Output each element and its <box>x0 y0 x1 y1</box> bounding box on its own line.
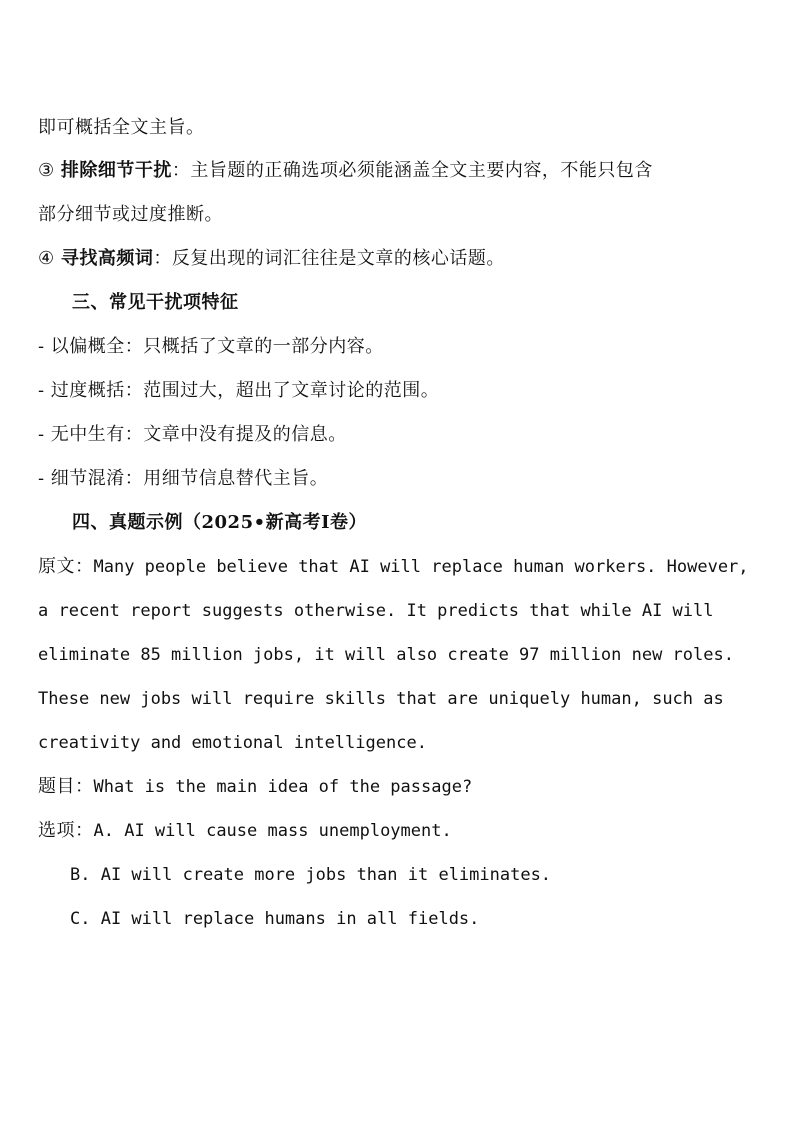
list-item-high-frequency-words <box>38 247 505 271</box>
circled-number-3: ③ <box>38 160 55 181</box>
item-description: ：反复出现的词汇往往是文章的核心话题。 <box>153 248 505 269</box>
options-label: 选项： <box>38 820 94 841</box>
distractor-item <box>38 335 384 359</box>
item-description: ：主旨题的正确选项必须能涵盖全文主要内容，不能只包含 <box>171 160 653 181</box>
passage-line <box>38 731 427 755</box>
option-line <box>70 863 551 887</box>
passage-text: creativity and emotional intelligence. <box>38 733 427 753</box>
passage-text: a recent report suggests otherwise. It predicts that while AI will <box>38 601 714 621</box>
distractor-item <box>38 379 439 403</box>
text: - 无中生有：文章中没有提及的信息。 <box>38 424 347 445</box>
distractor-item <box>38 467 328 491</box>
paragraph-line <box>38 116 205 140</box>
passage-line <box>38 643 734 667</box>
option-line <box>70 907 479 931</box>
question-line <box>38 775 472 799</box>
passage-line <box>38 555 749 579</box>
text: 部分细节或过度推断。 <box>38 204 223 225</box>
heading-text: 三、常见干扰项特征 <box>72 292 239 313</box>
circled-number-4: ④ <box>38 248 55 269</box>
passage-text: eliminate 85 million jobs, it will also create 97 million new roles. <box>38 645 734 665</box>
passage-label: 原文： <box>38 556 94 577</box>
text: - 以偏概全：只概括了文章的一部分内容。 <box>38 336 384 357</box>
paragraph-line <box>38 203 223 227</box>
text: 即可概括全文主旨。 <box>38 117 205 138</box>
distractor-item <box>38 423 347 447</box>
passage-text: These new jobs will require skills that are uniquely human, such as <box>38 689 724 709</box>
option-c: C. AI will replace humans in all fields. <box>70 909 480 929</box>
text: - 过度概括：范围过大，超出了文章讨论的范围。 <box>38 380 440 401</box>
list-item-exclude-details <box>38 159 653 183</box>
question-text: What is the main idea of the passage? <box>93 777 473 797</box>
passage-line <box>38 599 714 623</box>
passage-text: Many people believe that AI will replace human workers. However, <box>93 557 749 577</box>
section-heading-4 <box>72 511 367 535</box>
option-line <box>38 819 452 843</box>
option-b: B. AI will create more jobs than it eliminates. <box>70 865 552 885</box>
section-heading-3 <box>72 291 239 315</box>
question-label: 题目： <box>38 776 94 797</box>
heading-text: 四、真题示例（2025•新高考Ⅰ卷） <box>72 512 368 533</box>
item-term: 排除细节干扰 <box>60 160 172 181</box>
passage-line <box>38 687 724 711</box>
text: - 细节混淆：用细节信息替代主旨。 <box>38 468 329 489</box>
item-term: 寻找高频词 <box>60 248 154 269</box>
option-a: A. AI will cause mass unemployment. <box>93 821 452 841</box>
